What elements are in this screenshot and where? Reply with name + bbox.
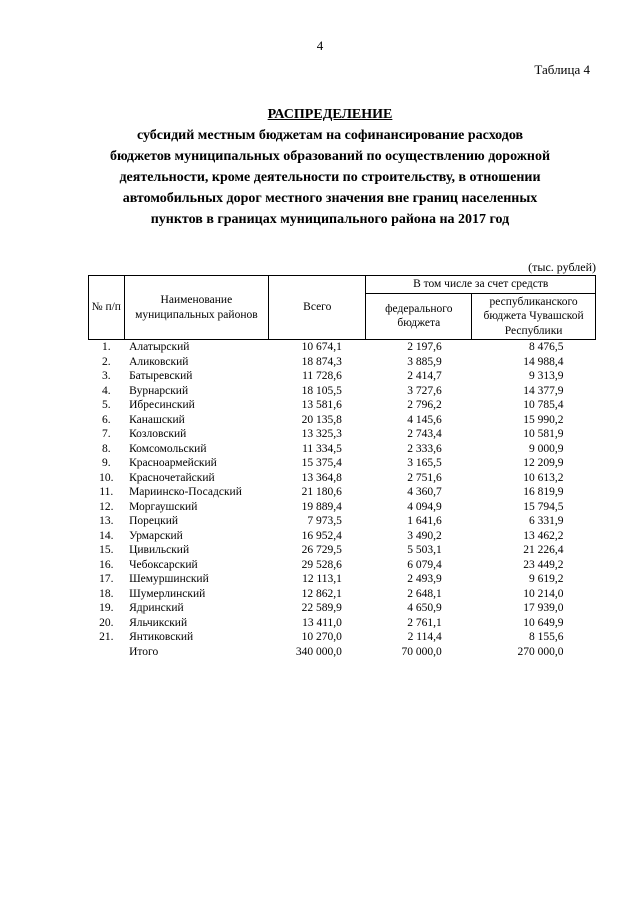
cell-name: Итого — [129, 645, 159, 658]
cell-name: Чебоксарский — [129, 558, 198, 571]
cell-name: Красноармейский — [129, 457, 217, 469]
cell-name: Мариинско-Посадский — [129, 486, 242, 498]
cell-num: 7. — [101, 428, 111, 440]
cell-federal: 2 743,4 — [407, 428, 442, 440]
table-row — [89, 384, 596, 399]
cell-republic: 8 476,5 — [529, 341, 564, 353]
cell-federal: 4 145,6 — [407, 413, 442, 426]
cell-num: 12. — [99, 500, 114, 513]
cell-name: Комсомольский — [129, 442, 207, 455]
cell-name: Алатырский — [129, 341, 190, 353]
table-row — [89, 442, 596, 457]
cell-name: Моргаушский — [129, 500, 198, 513]
cell-num: 8. — [101, 442, 111, 455]
table-label: Таблица 4 — [534, 62, 590, 77]
cell-name: Батыревский — [129, 370, 193, 382]
cell-total: 16 952,4 — [301, 529, 342, 542]
cell-federal: 4 650,9 — [407, 602, 442, 614]
cell-name: Шумерлинский — [129, 587, 206, 600]
cell-republic: 10 649,9 — [523, 616, 564, 629]
header-total: Всего — [269, 276, 366, 340]
heading-line: пунктов в границах муниципального района на 2017 год — [150, 212, 510, 227]
cell-federal: 2 114,4 — [407, 631, 442, 643]
cell-total: 13 581,6 — [301, 399, 342, 411]
cell-total: 29 528,6 — [301, 558, 342, 571]
table-header — [89, 276, 596, 340]
cell-federal: 5 503,1 — [407, 544, 442, 556]
cell-num: 9. — [101, 457, 111, 469]
cell-name: Козловский — [129, 428, 187, 440]
table-row — [89, 558, 596, 573]
cell-name: Аликовский — [129, 355, 189, 368]
header-group: В том числе за счет средств — [366, 276, 596, 294]
cell-name: Ибресинский — [129, 399, 195, 411]
cell-republic: 16 819,9 — [523, 486, 564, 498]
cell-federal: 3 165,5 — [407, 457, 442, 469]
cell-republic: 15 794,5 — [523, 500, 564, 513]
cell-name: Янтиковский — [129, 631, 194, 643]
cell-republic: 23 449,2 — [523, 558, 564, 571]
header-federal: федерального бюджета — [366, 293, 472, 340]
cell-republic: 17 939,0 — [523, 602, 564, 614]
cell-total: 10 674,1 — [301, 341, 342, 353]
cell-num: 10. — [99, 471, 114, 484]
table-row — [89, 514, 596, 529]
header-num: № п/п — [89, 276, 125, 340]
cell-republic: 10 581,9 — [523, 428, 564, 440]
cell-name: Яльчикский — [129, 616, 188, 629]
cell-federal: 2 197,6 — [407, 341, 442, 353]
total-row — [89, 645, 596, 660]
cell-name: Канашский — [129, 413, 185, 426]
cell-federal: 4 360,7 — [407, 486, 442, 498]
cell-num: 15. — [99, 544, 114, 556]
cell-num: 1. — [101, 341, 111, 353]
table-row — [89, 630, 596, 645]
cell-republic: 21 226,4 — [523, 544, 564, 556]
cell-federal: 70 000,0 — [401, 645, 442, 658]
cell-name: Порецкий — [129, 515, 179, 527]
cell-num: 6. — [101, 413, 111, 426]
table-row — [89, 485, 596, 500]
cell-total: 18 874,3 — [301, 355, 342, 368]
distribution-table — [88, 275, 596, 659]
header-name: Наименование муниципальных районов — [124, 276, 269, 340]
document-heading — [60, 104, 600, 230]
cell-total: 15 375,4 — [301, 457, 342, 469]
cell-republic: 10 785,4 — [523, 399, 564, 411]
cell-total: 18 105,5 — [301, 384, 342, 397]
cell-num: 11. — [99, 486, 114, 498]
units-label: (тыс. рублей) — [528, 260, 596, 274]
cell-republic: 9 000,9 — [529, 442, 564, 455]
cell-num — [89, 645, 125, 660]
heading-line: субсидий местным бюджетам на софинансирование расходов — [136, 128, 524, 143]
cell-name: Шемуршинский — [129, 573, 209, 585]
table-row — [89, 572, 596, 587]
cell-federal: 2 414,7 — [407, 370, 442, 382]
heading-line: деятельности, кроме деятельности по строительству, в отношении — [119, 170, 541, 185]
table-row — [89, 456, 596, 471]
cell-republic: 12 209,9 — [523, 457, 564, 469]
table-row — [89, 340, 596, 355]
cell-republic: 8 155,6 — [529, 631, 564, 643]
cell-federal: 2 333,6 — [407, 442, 442, 455]
cell-total: 12 113,1 — [302, 573, 342, 585]
cell-republic: 14 988,4 — [523, 355, 564, 368]
cell-republic: 9 619,2 — [529, 573, 564, 585]
cell-republic: 10 214,0 — [523, 587, 564, 600]
cell-num: 19. — [99, 602, 114, 614]
table-row — [89, 543, 596, 558]
cell-num: 17. — [99, 573, 114, 585]
cell-republic: 9 313,9 — [529, 370, 564, 382]
cell-republic: 270 000,0 — [517, 645, 564, 658]
table-row — [89, 355, 596, 370]
table-body — [89, 340, 596, 660]
cell-num: 3. — [101, 370, 111, 382]
cell-total: 11 334,5 — [302, 442, 342, 455]
cell-total: 21 180,6 — [301, 486, 342, 498]
cell-name: Цивильский — [129, 544, 190, 556]
cell-federal: 4 094,9 — [407, 500, 442, 513]
cell-total: 13 411,0 — [302, 616, 342, 629]
table-row — [89, 413, 596, 428]
cell-num: 2. — [101, 355, 111, 368]
cell-num: 16. — [99, 558, 114, 571]
cell-total: 10 270,0 — [301, 631, 342, 643]
cell-name: Красночетайский — [129, 471, 215, 484]
cell-total: 19 889,4 — [301, 500, 342, 513]
cell-num: 20. — [99, 616, 114, 629]
cell-federal: 1 641,6 — [407, 515, 442, 527]
cell-num: 13. — [99, 515, 114, 527]
table-row — [89, 398, 596, 413]
cell-republic: 6 331,9 — [529, 515, 564, 527]
cell-federal: 3 727,6 — [407, 384, 442, 397]
cell-num: 18. — [99, 587, 114, 600]
cell-republic: 13 462,2 — [523, 529, 564, 542]
cell-federal: 2 761,1 — [407, 616, 442, 629]
table-row — [89, 616, 596, 631]
cell-num: 21. — [99, 631, 114, 643]
heading-line: автомобильных дорог местного значения вне границ населенных — [122, 191, 538, 206]
cell-republic: 10 613,2 — [523, 471, 564, 484]
cell-total: 12 862,1 — [301, 587, 342, 600]
cell-federal: 3 885,9 — [407, 355, 442, 368]
cell-federal: 6 079,4 — [407, 558, 442, 571]
table-row — [89, 500, 596, 515]
table-row — [89, 427, 596, 442]
table-row — [89, 369, 596, 384]
heading-line: бюджетов муниципальных образований по осуществлению дорожной — [109, 149, 551, 164]
table-row — [89, 587, 596, 602]
heading-title: РАСПРЕДЕЛЕНИЕ — [267, 107, 393, 122]
cell-name: Вурнарский — [129, 384, 189, 397]
cell-republic: 14 377,9 — [523, 384, 564, 397]
page-number: 4 — [316, 38, 324, 53]
cell-federal: 2 751,6 — [407, 471, 442, 484]
cell-total: 20 135,8 — [301, 413, 342, 426]
table-row — [89, 471, 596, 486]
cell-total: 22 589,9 — [301, 602, 342, 614]
cell-total: 26 729,5 — [301, 544, 342, 556]
cell-total: 340 000,0 — [295, 645, 342, 658]
cell-federal: 2 648,1 — [407, 587, 442, 600]
cell-federal: 2 493,9 — [407, 573, 442, 585]
cell-num: 4. — [101, 384, 111, 397]
header-republic: республиканского бюджета Чувашской Республики — [472, 293, 596, 340]
cell-federal: 3 490,2 — [407, 529, 442, 542]
table-row — [89, 529, 596, 544]
cell-name: Ядринский — [129, 602, 184, 614]
cell-total: 13 364,8 — [301, 471, 342, 484]
table-row — [89, 601, 596, 616]
cell-total: 11 728,6 — [302, 370, 342, 382]
cell-total: 13 325,3 — [301, 428, 342, 440]
cell-num: 5. — [101, 399, 111, 411]
cell-federal: 2 796,2 — [407, 399, 442, 411]
cell-total: 7 973,5 — [307, 515, 342, 527]
cell-name: Урмарский — [129, 529, 183, 542]
cell-num: 14. — [99, 529, 114, 542]
cell-republic: 15 990,2 — [523, 413, 564, 426]
